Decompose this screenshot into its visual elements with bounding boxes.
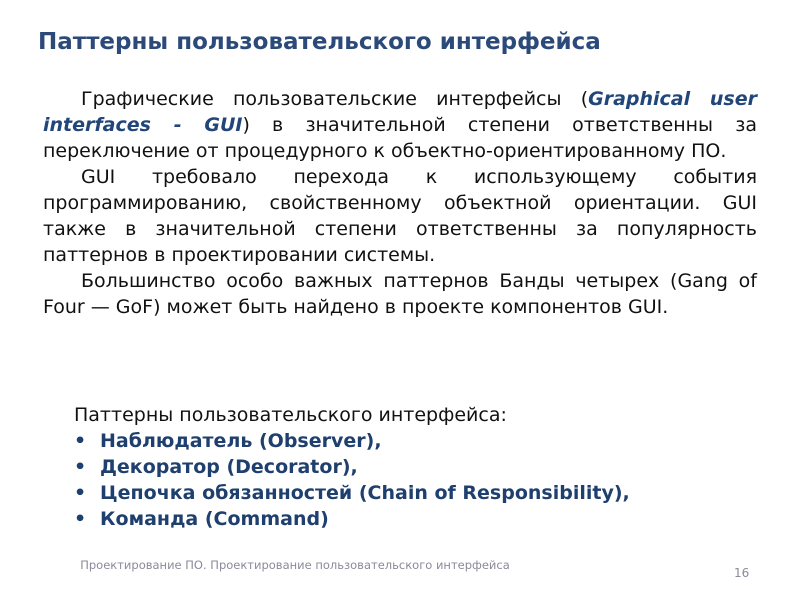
list-item-label: Декоратор (Decorator),: [100, 456, 358, 478]
slide-title: Паттерны пользовательского интерфейса: [38, 29, 601, 55]
bullet-icon: •: [74, 430, 87, 452]
page-number: 16: [734, 566, 750, 580]
list-item-observer: [74, 428, 630, 454]
list-item-decorator: [74, 454, 630, 480]
bullet-icon: •: [74, 456, 87, 478]
list-item-label: Цепочка обязанностей (Chain of Responsibility),: [100, 482, 630, 504]
bullet-icon: •: [74, 482, 87, 504]
gui-term-highlight: Graphical user interfaces - GUI: [43, 88, 757, 136]
paragraph-events: GUI требовало перехода к использующему события программированию, свойственному объектной ориентации. GUI также в значительной степени ответственны за популярность паттернов в проектировании системы.: [43, 166, 757, 266]
list-item-command: [74, 506, 630, 532]
paragraph-gof: Большинство особо важных паттернов Банды четырех (Gang of Four — GoF) может быть найдено в проекте компонентов GUI.: [43, 270, 757, 318]
paragraph-gui-before: Графические пользовательские интерфейсы (: [81, 88, 589, 110]
slide-body: [43, 86, 757, 320]
list-item-chain-of-responsibility: [74, 480, 630, 506]
paragraph-gui: [43, 86, 757, 164]
paragraph-gui-after: ) в значительной степени ответственны за переключение от процедурного к объектно-ориентированному ПО.: [43, 114, 757, 162]
pattern-list-heading: Паттерны пользовательского интерфейса:: [74, 404, 507, 426]
pattern-list: [74, 428, 630, 532]
slide-footer: Проектирование ПО. Проектирование пользовательского интерфейса: [80, 558, 510, 572]
list-item-label: Команда (Command): [100, 508, 329, 530]
list-item-label: Наблюдатель (Observer),: [100, 430, 382, 452]
bullet-icon: •: [74, 508, 87, 530]
pattern-list-block: [74, 402, 630, 532]
